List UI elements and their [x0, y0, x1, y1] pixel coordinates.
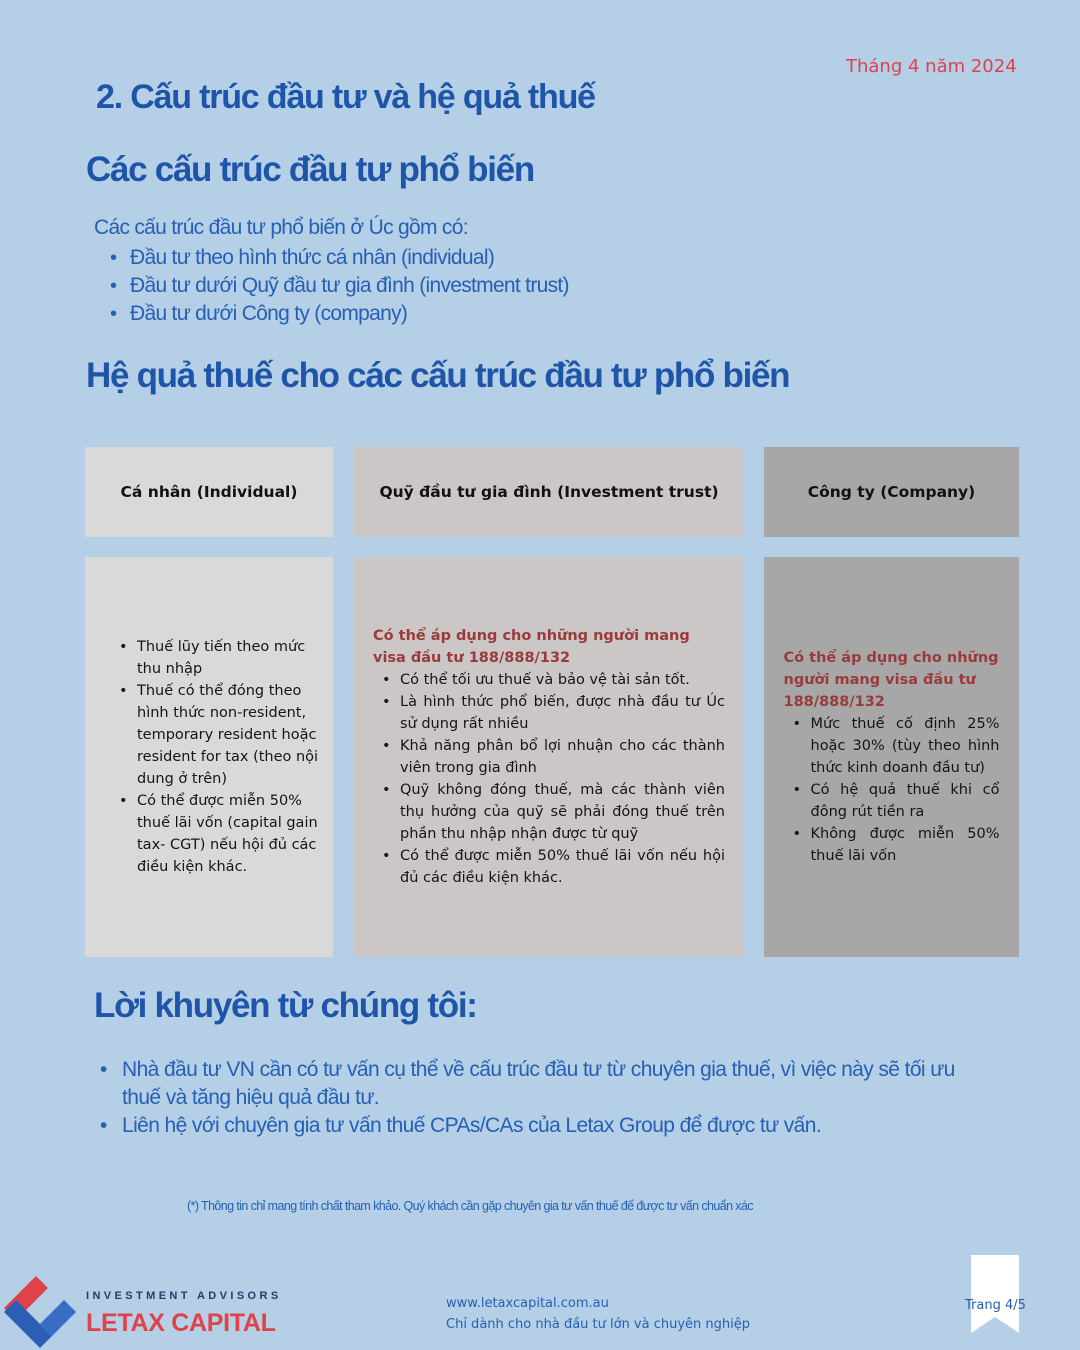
column-body-individual [85, 557, 333, 957]
structures-heading: Các cấu trúc đầu tư phổ biến [86, 150, 534, 189]
website-link[interactable]: www.letaxcapital.com.au [446, 1296, 609, 1311]
list-item: • Khả năng phân bổ lợi nhuận cho các thành viên trong gia đình [373, 735, 725, 779]
list-item: • Đầu tư dưới Quỹ đầu tư gia đình (investment trust) [110, 272, 569, 300]
list-item: • Đầu tư dưới Công ty (company) [110, 300, 569, 328]
column-header-trust [354, 447, 744, 537]
bookmark-ribbon-icon [971, 1255, 1019, 1333]
column-body-company [764, 557, 1019, 957]
diamond-logo-icon [0, 1272, 80, 1350]
column-header-label: Công ty (Company) [807, 483, 976, 501]
brand-subtitle: INVESTMENT ADVISORS [86, 1290, 282, 1302]
list-item: • Quỹ không đóng thuế, mà các thành viên thụ hưởng của quỹ sẽ phải đóng thuế trên phần thu nhập nhận được từ quỹ [373, 779, 725, 845]
list-item: • Không được miễn 50% thuế lãi vốn [784, 823, 1000, 867]
list-item: • Có thể tối ưu thuế và bảo vệ tài sản tốt. [373, 669, 725, 691]
list-item: • Nhà đầu tư VN cần có tư vấn cụ thể về cấu trúc đầu tư từ chuyên gia thuế, vì việc này sẽ tối ưu thuế và tăng hiệu quả đầu tư. [100, 1056, 980, 1112]
list-item: • Thuế có thể đóng theo hình thức non-resident, temporary resident hoặc resident for tax (theo nội dung ở trên) [110, 680, 320, 790]
list-item: • Là hình thức phổ biến, được nhà đầu tư Úc sử dụng rất nhiều [373, 691, 725, 735]
column-header-label: Quỹ đầu tư gia đình (Investment trust) [379, 483, 719, 501]
tagline: Chỉ dành cho nhà đầu tư lớn và chuyên nghiệp [446, 1317, 751, 1332]
brand-name: LETAX CAPITAL [86, 1309, 276, 1337]
date-label: Tháng 4 năm 2024 [846, 56, 1017, 77]
list-item: • Có hệ quả thuế khi cổ đông rút tiền ra [784, 779, 1000, 823]
visa-note: Có thể áp dụng cho những người mang visa đầu tư 188/888/132 [373, 628, 690, 666]
list-item: • Liên hệ với chuyên gia tư vấn thuế CPAs/CAs của Letax Group để được tư vấn. [100, 1112, 980, 1140]
disclaimer: (*) Thông tin chỉ mang tính chất tham khảo. Quý khách cần gặp chuyên gia tư vấn thuế để được tư vấn chuẩn xác [187, 1199, 753, 1213]
list-item: • Có thể được miễn 50% thuế lãi vốn (capital gain tax- CGT) nếu hội đủ các điều kiện khác. [110, 790, 320, 878]
column-body-trust [354, 557, 744, 957]
column-header-company [764, 447, 1019, 537]
column-header-label: Cá nhân (Individual) [120, 483, 298, 501]
advice-list [100, 1056, 980, 1140]
page-title: 2. Cấu trúc đầu tư và hệ quả thuế [96, 78, 595, 116]
tax-heading: Hệ quả thuế cho các cấu trúc đầu tư phổ biến [86, 356, 790, 395]
page-number: Trang 4/5 [965, 1298, 1026, 1313]
advice-heading: Lời khuyên từ chúng tôi: [94, 986, 477, 1025]
structures-list [110, 244, 569, 328]
column-header-individual [85, 447, 333, 537]
list-item: • Thuế lũy tiến theo mức thu nhập [110, 636, 320, 680]
list-item: • Có thể được miễn 50% thuế lãi vốn nếu hội đủ các điều kiện khác. [373, 845, 725, 889]
list-item: • Mức thuế cố định 25% hoặc 30% (tùy theo hình thức kinh doanh đầu tư) [784, 713, 1000, 779]
structures-intro: Các cấu trúc đầu tư phổ biến ở Úc gồm có: [94, 216, 468, 239]
visa-note: Có thể áp dụng cho những người mang visa đầu tư 188/888/132 [783, 650, 999, 710]
list-item: • Đầu tư theo hình thức cá nhân (individual) [110, 244, 569, 272]
